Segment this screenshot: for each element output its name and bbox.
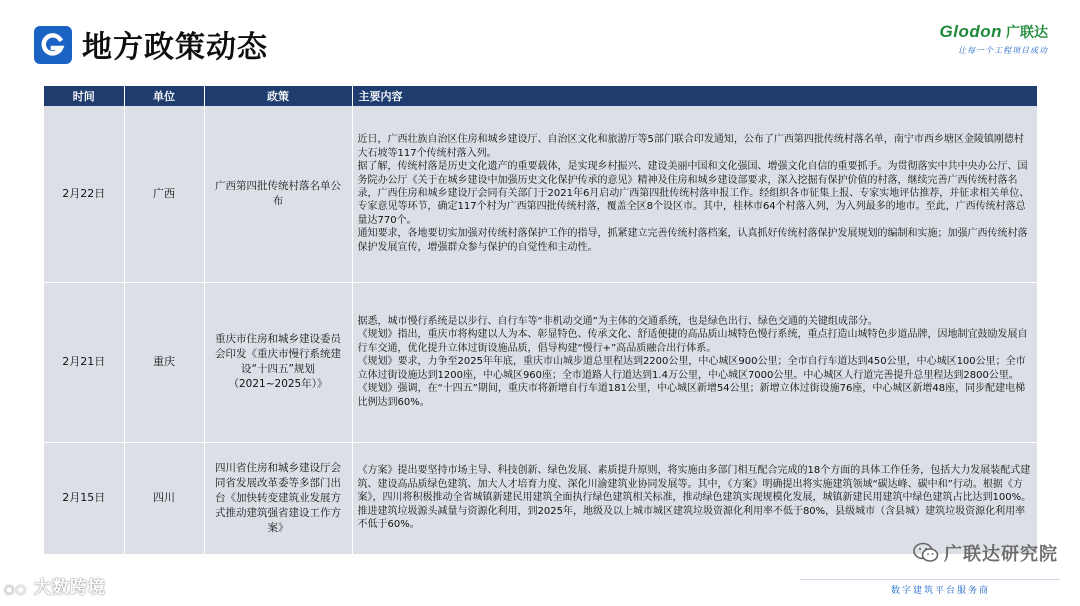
wechat-icon: [913, 542, 939, 564]
cell-content: [352, 106, 1037, 282]
brand-slogan: 让每一个工程项目成功: [958, 46, 1048, 55]
cell-content: [352, 282, 1037, 442]
cell-policy: 重庆市住房和城乡建设委员会印发《重庆市慢行系统建设“十四五”规划（2021~2025年）》: [204, 282, 352, 442]
cell-date: 2月21日: [44, 282, 124, 442]
cell-unit: 广西: [124, 106, 204, 282]
brand-logo: [940, 22, 1048, 56]
header-unit: 单位: [124, 86, 204, 106]
content-paragraph: 《方案》提出要坚持市场主导、科技创新、绿色发展、素质提升原则，将实施由多部门相互配合完成的18个方面的具体工作任务，包括大力发展装配式建筑、建设高品质绿色建筑、加大人才培育力度、深化川渝建筑业协同发展等。其中，《方案》明确提出将实施建筑领域“碳达峰、碳中和”行动。根据《方案》，四川将积极推动全省城镇新建民用建筑全面执行绿色建筑相关标准，推动绿色建筑实现规模化发展，城镇新建民用建筑中绿色建筑占比达到100%。推进建筑垃圾源头减量与资源化利用，到2025年，地级及以上城市城区建筑垃圾资源化利用率不低于80%，县级城市（含县城）建筑垃圾资源化利用率不低于60%。: [357, 465, 1032, 531]
watermark-left-text: 大数跨境: [33, 578, 106, 598]
cell-date: 2月15日: [44, 442, 124, 554]
table-row: [44, 442, 1037, 554]
table-row: [44, 282, 1037, 442]
footer-tagline: 数字建筑平台服务商: [890, 586, 990, 596]
header-policy: 政策: [204, 86, 352, 106]
cell-unit: 四川: [124, 442, 204, 554]
brand-name-cn: 广联达: [1006, 25, 1048, 41]
watermark-left: [4, 573, 106, 598]
weibo-icon: ◉○: [4, 582, 27, 596]
watermark-right: [913, 540, 1058, 566]
table-row: [44, 106, 1037, 282]
policy-table: [44, 86, 1038, 555]
content-paragraph: 通知要求，各地要切实加强对传统村落保护工作的指导，抓紧建立完善传统村落档案，认真抓好传统村落保护发展规划的编制和实施；加强广西传统村落保护发展宣传，增强群众参与保护的自觉性和主动性。: [357, 228, 1028, 253]
table-header-row: [44, 86, 1037, 106]
brand-name-en: Glodon: [939, 22, 1002, 41]
cell-date: 2月22日: [44, 106, 124, 282]
footer-divider: [800, 579, 1060, 580]
content-paragraph: 近日，广西壮族自治区住房和城乡建设厅、自治区文化和旅游厅等5部门联合印发通知，公布了广西第四批传统村落名单，南宁市西乡塘区金陵镇刚德村大石坡等117个传统村落入列。: [357, 134, 1024, 159]
logo-badge: [34, 26, 72, 64]
content-paragraph: 《规划》强调，在“十四五”期间，重庆市将新增自行车道181公里，中心城区新增54公里；新增立体过街设施76座，中心城区新增48座，同步配建电梯比例达到60%。: [357, 383, 1026, 408]
cell-unit: 重庆: [124, 282, 204, 442]
content-paragraph: 《规划》指出，重庆市将构建以人为本、彰显特色、传承文化、舒适便捷的高品质山城特色慢行系统，重点打造山城特色步道品牌，因地制宜鼓励发展自行车交通，优化提升立体过街设施品质，倡导构建“慢行+”高品质融合出行体系。: [357, 329, 1028, 354]
g-logo-icon: [39, 31, 67, 59]
content-paragraph: 据悉，城市慢行系统是以步行、自行车等“非机动交通”为主体的交通系统，也是绿色出行、绿色交通的关键组成部分。: [357, 316, 878, 328]
content-paragraph: 据了解，传统村落是历史文化遗产的重要载体，是实现乡村振兴、建设美丽中国和文化强国、增强文化自信的重要抓手。为贯彻落实中共中央办公厅、国务院办公厅《关于在城乡建设中加强历史文化保护传承的意见》精神及住房和城乡建设部要求，深入挖掘有保护价值的村落，继续完善广西传统村落名录，广西住房和城乡建设厅会同有关部门于2021年6月启动广西第四批传统村落申报工作。经组织各市征集上报、专家实地评估推荐，并征求相关单位、专家意见等环节，确定117个村为广西第四批传统村落，覆盖全区8个设区市。其中，桂林市64个村落入列，为入列最多的地市。至此，广西传统村落总量达770个。: [357, 161, 1030, 226]
page-title: 地方政策动态: [82, 30, 268, 65]
cell-policy: 四川省住房和城乡建设厅会同省发展改革委等多部门出台《加快转变建筑业发展方式推动建筑强省建设工作方案》: [204, 442, 352, 554]
watermark-right-text: 广联达研究院: [944, 544, 1058, 565]
header-content: 主要内容: [352, 86, 1037, 106]
content-paragraph: 《规划》要求，力争至2025年年底，重庆市山城步道总里程达到2200公里，中心城区900公里；全市自行车道达到450公里，中心城区100公里；全市立体过街设施达到1200座，中心城区960座；全市道路人行道达到1.4万公里，中心城区7000公里。中心城区人行道完善提升总里程达到2800公里。: [357, 356, 1026, 381]
header-date: 时间: [44, 86, 124, 106]
cell-policy: 广西第四批传统村落名单公布: [204, 106, 352, 282]
cell-content: [352, 442, 1037, 554]
